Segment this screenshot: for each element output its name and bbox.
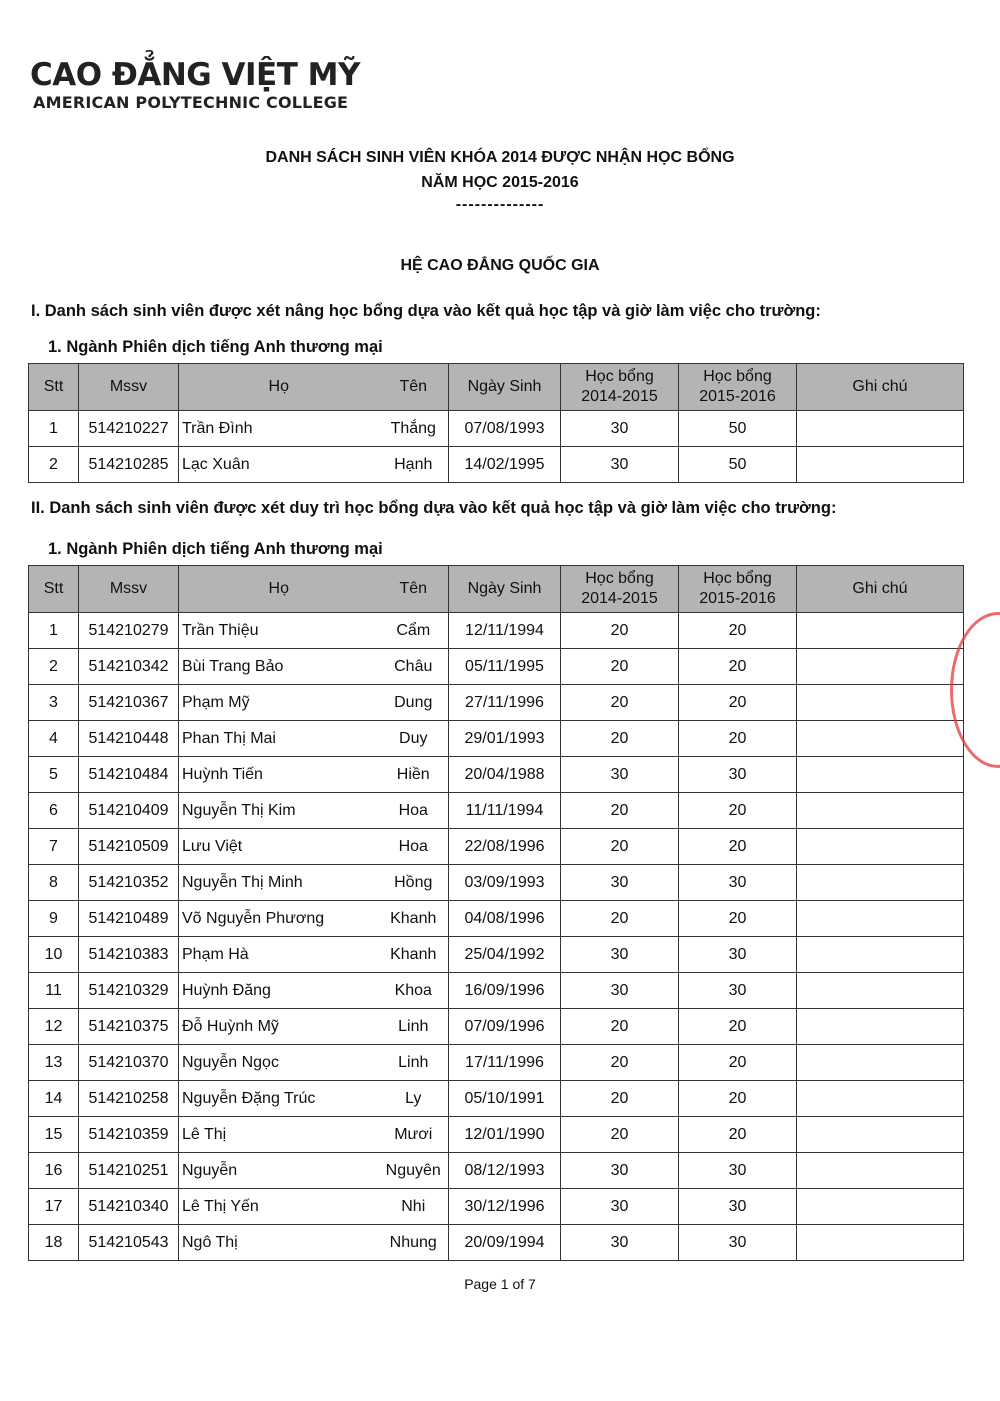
page-number: Page 1 of 7 bbox=[464, 1276, 536, 1292]
cell-mssv: 514210285 bbox=[79, 447, 179, 483]
cell-ghi-chu bbox=[797, 685, 964, 721]
cell-hb-2014: 30 bbox=[561, 1153, 679, 1189]
cell-stt: 6 bbox=[29, 793, 79, 829]
cell-mssv: 514210409 bbox=[79, 793, 179, 829]
cell-mssv: 514210484 bbox=[79, 757, 179, 793]
cell-ten: Khanh bbox=[379, 937, 449, 973]
col-hb-2015 bbox=[679, 364, 797, 411]
cell-hb-2015: 30 bbox=[679, 937, 797, 973]
cell-ten: Hạnh bbox=[379, 447, 449, 483]
cell-ten: Dung bbox=[379, 685, 449, 721]
cell-mssv: 514210258 bbox=[79, 1081, 179, 1117]
cell-stt: 5 bbox=[29, 757, 79, 793]
cell-mssv: 514210352 bbox=[79, 865, 179, 901]
table-row bbox=[29, 901, 964, 937]
col-ten: Tên bbox=[379, 364, 449, 411]
cell-ghi-chu bbox=[797, 793, 964, 829]
cell-ho: Đỗ Huỳnh Mỹ bbox=[179, 1009, 379, 1045]
cell-stt: 4 bbox=[29, 721, 79, 757]
cell-hb-2014: 30 bbox=[561, 937, 679, 973]
section2-major: 1. Ngành Phiên dịch tiếng Anh thương mại bbox=[48, 540, 383, 558]
cell-ngay-sinh: 03/09/1993 bbox=[449, 865, 561, 901]
cell-ghi-chu bbox=[797, 447, 964, 483]
cell-ghi-chu bbox=[797, 973, 964, 1009]
cell-ho: Lạc Xuân bbox=[179, 447, 379, 483]
cell-ho: Trần Thiệu bbox=[179, 613, 379, 649]
cell-ten: Hiền bbox=[379, 757, 449, 793]
col-ghi-chu: Ghi chú bbox=[797, 364, 964, 411]
cell-hb-2014: 30 bbox=[561, 447, 679, 483]
cell-ngay-sinh: 29/01/1993 bbox=[449, 721, 561, 757]
cell-stt: 2 bbox=[29, 447, 79, 483]
col-hb-2014-line2: 2014-2015 bbox=[581, 388, 658, 405]
cell-hb-2015: 30 bbox=[679, 973, 797, 1009]
cell-hb-2015: 30 bbox=[679, 1189, 797, 1225]
table-row bbox=[29, 1081, 964, 1117]
cell-ten: Châu bbox=[379, 649, 449, 685]
table-row bbox=[29, 793, 964, 829]
cell-ten: Hoa bbox=[379, 793, 449, 829]
cell-ten: Linh bbox=[379, 1045, 449, 1081]
cell-ho: Nguyễn Đặng Trúc bbox=[179, 1081, 379, 1117]
cell-hb-2014: 20 bbox=[561, 1045, 679, 1081]
cell-mssv: 514210489 bbox=[79, 901, 179, 937]
cell-mssv: 514210251 bbox=[79, 1153, 179, 1189]
cell-ho: Nguyễn Thị Kim bbox=[179, 793, 379, 829]
college-logo bbox=[30, 58, 360, 114]
cell-ho: Lưu Việt bbox=[179, 829, 379, 865]
col-hb-2015-line1: Học bổng bbox=[703, 570, 772, 587]
cell-ho: Nguyễn Ngọc bbox=[179, 1045, 379, 1081]
cell-hb-2014: 20 bbox=[561, 1117, 679, 1153]
cell-ghi-chu bbox=[797, 411, 964, 447]
cell-mssv: 514210509 bbox=[79, 829, 179, 865]
cell-ghi-chu bbox=[797, 649, 964, 685]
cell-hb-2015: 30 bbox=[679, 1153, 797, 1189]
cell-ten: Nhung bbox=[379, 1225, 449, 1261]
cell-ghi-chu bbox=[797, 613, 964, 649]
cell-ngay-sinh: 12/11/1994 bbox=[449, 613, 561, 649]
col-mssv: Mssv bbox=[79, 566, 179, 613]
cell-ngay-sinh: 08/12/1993 bbox=[449, 1153, 561, 1189]
col-stt: Stt bbox=[29, 566, 79, 613]
cell-ho: Huỳnh Đăng bbox=[179, 973, 379, 1009]
table-row bbox=[29, 1045, 964, 1081]
cell-hb-2015: 20 bbox=[679, 793, 797, 829]
logo-name-en: AMERICAN POLYTECHNIC COLLEGE bbox=[33, 93, 349, 112]
cell-ho: Bùi Trang Bảo bbox=[179, 649, 379, 685]
cell-ghi-chu bbox=[797, 757, 964, 793]
cell-ten: Thắng bbox=[379, 411, 449, 447]
cell-stt: 2 bbox=[29, 649, 79, 685]
cell-hb-2014: 30 bbox=[561, 973, 679, 1009]
title-separator: -------------- bbox=[455, 196, 545, 213]
table-row bbox=[29, 973, 964, 1009]
cell-stt: 1 bbox=[29, 613, 79, 649]
cell-stt: 13 bbox=[29, 1045, 79, 1081]
cell-stt: 12 bbox=[29, 1009, 79, 1045]
cell-mssv: 514210227 bbox=[79, 411, 179, 447]
cell-ten: Ly bbox=[379, 1081, 449, 1117]
cell-ngay-sinh: 22/08/1996 bbox=[449, 829, 561, 865]
cell-mssv: 514210370 bbox=[79, 1045, 179, 1081]
cell-ngay-sinh: 11/11/1994 bbox=[449, 793, 561, 829]
cell-hb-2015: 20 bbox=[679, 1081, 797, 1117]
cell-ghi-chu bbox=[797, 1009, 964, 1045]
cell-hb-2015: 50 bbox=[679, 411, 797, 447]
section1-major: 1. Ngành Phiên dịch tiếng Anh thương mại bbox=[48, 338, 383, 356]
cell-ghi-chu bbox=[797, 1081, 964, 1117]
table-header-row bbox=[29, 566, 964, 613]
cell-ghi-chu bbox=[797, 1045, 964, 1081]
cell-ten: Linh bbox=[379, 1009, 449, 1045]
cell-hb-2014: 30 bbox=[561, 757, 679, 793]
cell-mssv: 514210279 bbox=[79, 613, 179, 649]
col-ngay-sinh: Ngày Sinh bbox=[449, 566, 561, 613]
table-row bbox=[29, 1153, 964, 1189]
cell-stt: 9 bbox=[29, 901, 79, 937]
table-row bbox=[29, 865, 964, 901]
cell-mssv: 514210448 bbox=[79, 721, 179, 757]
cell-ngay-sinh: 04/08/1996 bbox=[449, 901, 561, 937]
cell-ngay-sinh: 07/08/1993 bbox=[449, 411, 561, 447]
cell-hb-2014: 20 bbox=[561, 1009, 679, 1045]
section2-heading: II. Danh sách sinh viên được xét duy trì học bổng dựa vào kết quả học tập và giờ làm việc cho trường: bbox=[31, 499, 837, 517]
cell-ghi-chu bbox=[797, 721, 964, 757]
cell-hb-2014: 20 bbox=[561, 649, 679, 685]
cell-mssv: 514210329 bbox=[79, 973, 179, 1009]
table-row bbox=[29, 411, 964, 447]
cell-hb-2015: 20 bbox=[679, 685, 797, 721]
cell-ho: Phan Thị Mai bbox=[179, 721, 379, 757]
cell-ten: Nhi bbox=[379, 1189, 449, 1225]
cell-stt: 10 bbox=[29, 937, 79, 973]
table-row bbox=[29, 1009, 964, 1045]
col-ho: Họ bbox=[179, 364, 379, 411]
cell-hb-2015: 20 bbox=[679, 1117, 797, 1153]
cell-mssv: 514210340 bbox=[79, 1189, 179, 1225]
doc-title-line1: DANH SÁCH SINH VIÊN KHÓA 2014 ĐƯỢC NHẬN HỌC BỔNG bbox=[265, 149, 735, 166]
cell-ten: Nguyên bbox=[379, 1153, 449, 1189]
col-hb-2015-line1: Học bổng bbox=[703, 368, 772, 385]
cell-stt: 14 bbox=[29, 1081, 79, 1117]
cell-ghi-chu bbox=[797, 1225, 964, 1261]
cell-ghi-chu bbox=[797, 829, 964, 865]
table-row bbox=[29, 1117, 964, 1153]
cell-stt: 8 bbox=[29, 865, 79, 901]
cell-mssv: 514210383 bbox=[79, 937, 179, 973]
cell-ho: Phạm Mỹ bbox=[179, 685, 379, 721]
cell-ngay-sinh: 20/04/1988 bbox=[449, 757, 561, 793]
cell-ngay-sinh: 17/11/1996 bbox=[449, 1045, 561, 1081]
cell-hb-2014: 30 bbox=[561, 865, 679, 901]
section2-table bbox=[28, 565, 964, 1261]
cell-hb-2015: 20 bbox=[679, 901, 797, 937]
cell-hb-2015: 30 bbox=[679, 1225, 797, 1261]
cell-hb-2014: 20 bbox=[561, 793, 679, 829]
table-row bbox=[29, 447, 964, 483]
cell-ten: Hoa bbox=[379, 829, 449, 865]
col-ho: Họ bbox=[179, 566, 379, 613]
cell-hb-2014: 20 bbox=[561, 721, 679, 757]
cell-hb-2015: 20 bbox=[679, 1045, 797, 1081]
cell-ten: Khanh bbox=[379, 901, 449, 937]
cell-mssv: 514210359 bbox=[79, 1117, 179, 1153]
cell-hb-2014: 20 bbox=[561, 901, 679, 937]
doc-title-line2: NĂM HỌC 2015-2016 bbox=[421, 174, 579, 191]
cell-hb-2015: 20 bbox=[679, 649, 797, 685]
cell-ho: Lê Thị bbox=[179, 1117, 379, 1153]
cell-ngay-sinh: 16/09/1996 bbox=[449, 973, 561, 1009]
cell-hb-2014: 20 bbox=[561, 1081, 679, 1117]
cell-ho: Huỳnh Tiến bbox=[179, 757, 379, 793]
cell-ngay-sinh: 30/12/1996 bbox=[449, 1189, 561, 1225]
cell-ten: Duy bbox=[379, 721, 449, 757]
cell-ngay-sinh: 27/11/1996 bbox=[449, 685, 561, 721]
table-row bbox=[29, 757, 964, 793]
cell-stt: 18 bbox=[29, 1225, 79, 1261]
col-hb-2014-line1: Học bổng bbox=[585, 570, 654, 587]
cell-hb-2015: 20 bbox=[679, 613, 797, 649]
col-hb-2014-line2: 2014-2015 bbox=[581, 590, 658, 607]
col-ngay-sinh: Ngày Sinh bbox=[449, 364, 561, 411]
cell-ngay-sinh: 12/01/1990 bbox=[449, 1117, 561, 1153]
cell-ngay-sinh: 20/09/1994 bbox=[449, 1225, 561, 1261]
cell-ghi-chu bbox=[797, 865, 964, 901]
table-row bbox=[29, 721, 964, 757]
cell-mssv: 514210375 bbox=[79, 1009, 179, 1045]
cell-ngay-sinh: 25/04/1992 bbox=[449, 937, 561, 973]
section1-heading: I. Danh sách sinh viên được xét nâng học bổng dựa vào kết quả học tập và giờ làm việc cho trường: bbox=[31, 302, 821, 320]
table-row bbox=[29, 829, 964, 865]
cell-ho: Lê Thị Yến bbox=[179, 1189, 379, 1225]
cell-hb-2015: 20 bbox=[679, 1009, 797, 1045]
cell-hb-2015: 30 bbox=[679, 757, 797, 793]
cell-mssv: 514210342 bbox=[79, 649, 179, 685]
col-hb-2015-line2: 2015-2016 bbox=[699, 388, 776, 405]
cell-ten: Khoa bbox=[379, 973, 449, 1009]
cell-ten: Hồng bbox=[379, 865, 449, 901]
program-title: HỆ CAO ĐẲNG QUỐC GIA bbox=[400, 257, 600, 274]
table-row bbox=[29, 613, 964, 649]
section1-table bbox=[28, 363, 964, 483]
cell-mssv: 514210367 bbox=[79, 685, 179, 721]
cell-hb-2014: 20 bbox=[561, 613, 679, 649]
table-header-row bbox=[29, 364, 964, 411]
cell-stt: 15 bbox=[29, 1117, 79, 1153]
cell-ngay-sinh: 14/02/1995 bbox=[449, 447, 561, 483]
cell-ghi-chu bbox=[797, 1189, 964, 1225]
cell-ghi-chu bbox=[797, 901, 964, 937]
logo-name-vn: CAO ĐẲNG VIỆT MỸ bbox=[30, 57, 360, 93]
col-hb-2014-line1: Học bổng bbox=[585, 368, 654, 385]
cell-hb-2014: 20 bbox=[561, 685, 679, 721]
col-ghi-chu: Ghi chú bbox=[797, 566, 964, 613]
col-hb-2014 bbox=[561, 364, 679, 411]
cell-hb-2015: 50 bbox=[679, 447, 797, 483]
table-row bbox=[29, 1225, 964, 1261]
col-hb-2015 bbox=[679, 566, 797, 613]
cell-ho: Võ Nguyễn Phương bbox=[179, 901, 379, 937]
cell-ngay-sinh: 05/11/1995 bbox=[449, 649, 561, 685]
cell-ngay-sinh: 07/09/1996 bbox=[449, 1009, 561, 1045]
cell-ho: Trần Đình bbox=[179, 411, 379, 447]
cell-ho: Phạm Hà bbox=[179, 937, 379, 973]
cell-hb-2014: 20 bbox=[561, 829, 679, 865]
table-row bbox=[29, 685, 964, 721]
table-row bbox=[29, 1189, 964, 1225]
col-hb-2014 bbox=[561, 566, 679, 613]
col-mssv: Mssv bbox=[79, 364, 179, 411]
cell-ho: Nguyễn bbox=[179, 1153, 379, 1189]
cell-stt: 3 bbox=[29, 685, 79, 721]
cell-stt: 1 bbox=[29, 411, 79, 447]
cell-stt: 7 bbox=[29, 829, 79, 865]
cell-ghi-chu bbox=[797, 1117, 964, 1153]
cell-ngay-sinh: 05/10/1991 bbox=[449, 1081, 561, 1117]
cell-ghi-chu bbox=[797, 937, 964, 973]
table-row bbox=[29, 937, 964, 973]
cell-hb-2015: 20 bbox=[679, 829, 797, 865]
cell-hb-2014: 30 bbox=[561, 411, 679, 447]
cell-ho: Nguyễn Thị Minh bbox=[179, 865, 379, 901]
table-row bbox=[29, 649, 964, 685]
cell-ten: Cẩm bbox=[379, 613, 449, 649]
col-ten: Tên bbox=[379, 566, 449, 613]
cell-ho: Ngô Thị bbox=[179, 1225, 379, 1261]
cell-mssv: 514210543 bbox=[79, 1225, 179, 1261]
cell-stt: 11 bbox=[29, 973, 79, 1009]
cell-ghi-chu bbox=[797, 1153, 964, 1189]
cell-hb-2015: 20 bbox=[679, 721, 797, 757]
cell-ten: Mươi bbox=[379, 1117, 449, 1153]
col-hb-2015-line2: 2015-2016 bbox=[699, 590, 776, 607]
col-stt: Stt bbox=[29, 364, 79, 411]
cell-stt: 16 bbox=[29, 1153, 79, 1189]
cell-hb-2014: 30 bbox=[561, 1225, 679, 1261]
cell-hb-2014: 30 bbox=[561, 1189, 679, 1225]
cell-stt: 17 bbox=[29, 1189, 79, 1225]
cell-hb-2015: 30 bbox=[679, 865, 797, 901]
